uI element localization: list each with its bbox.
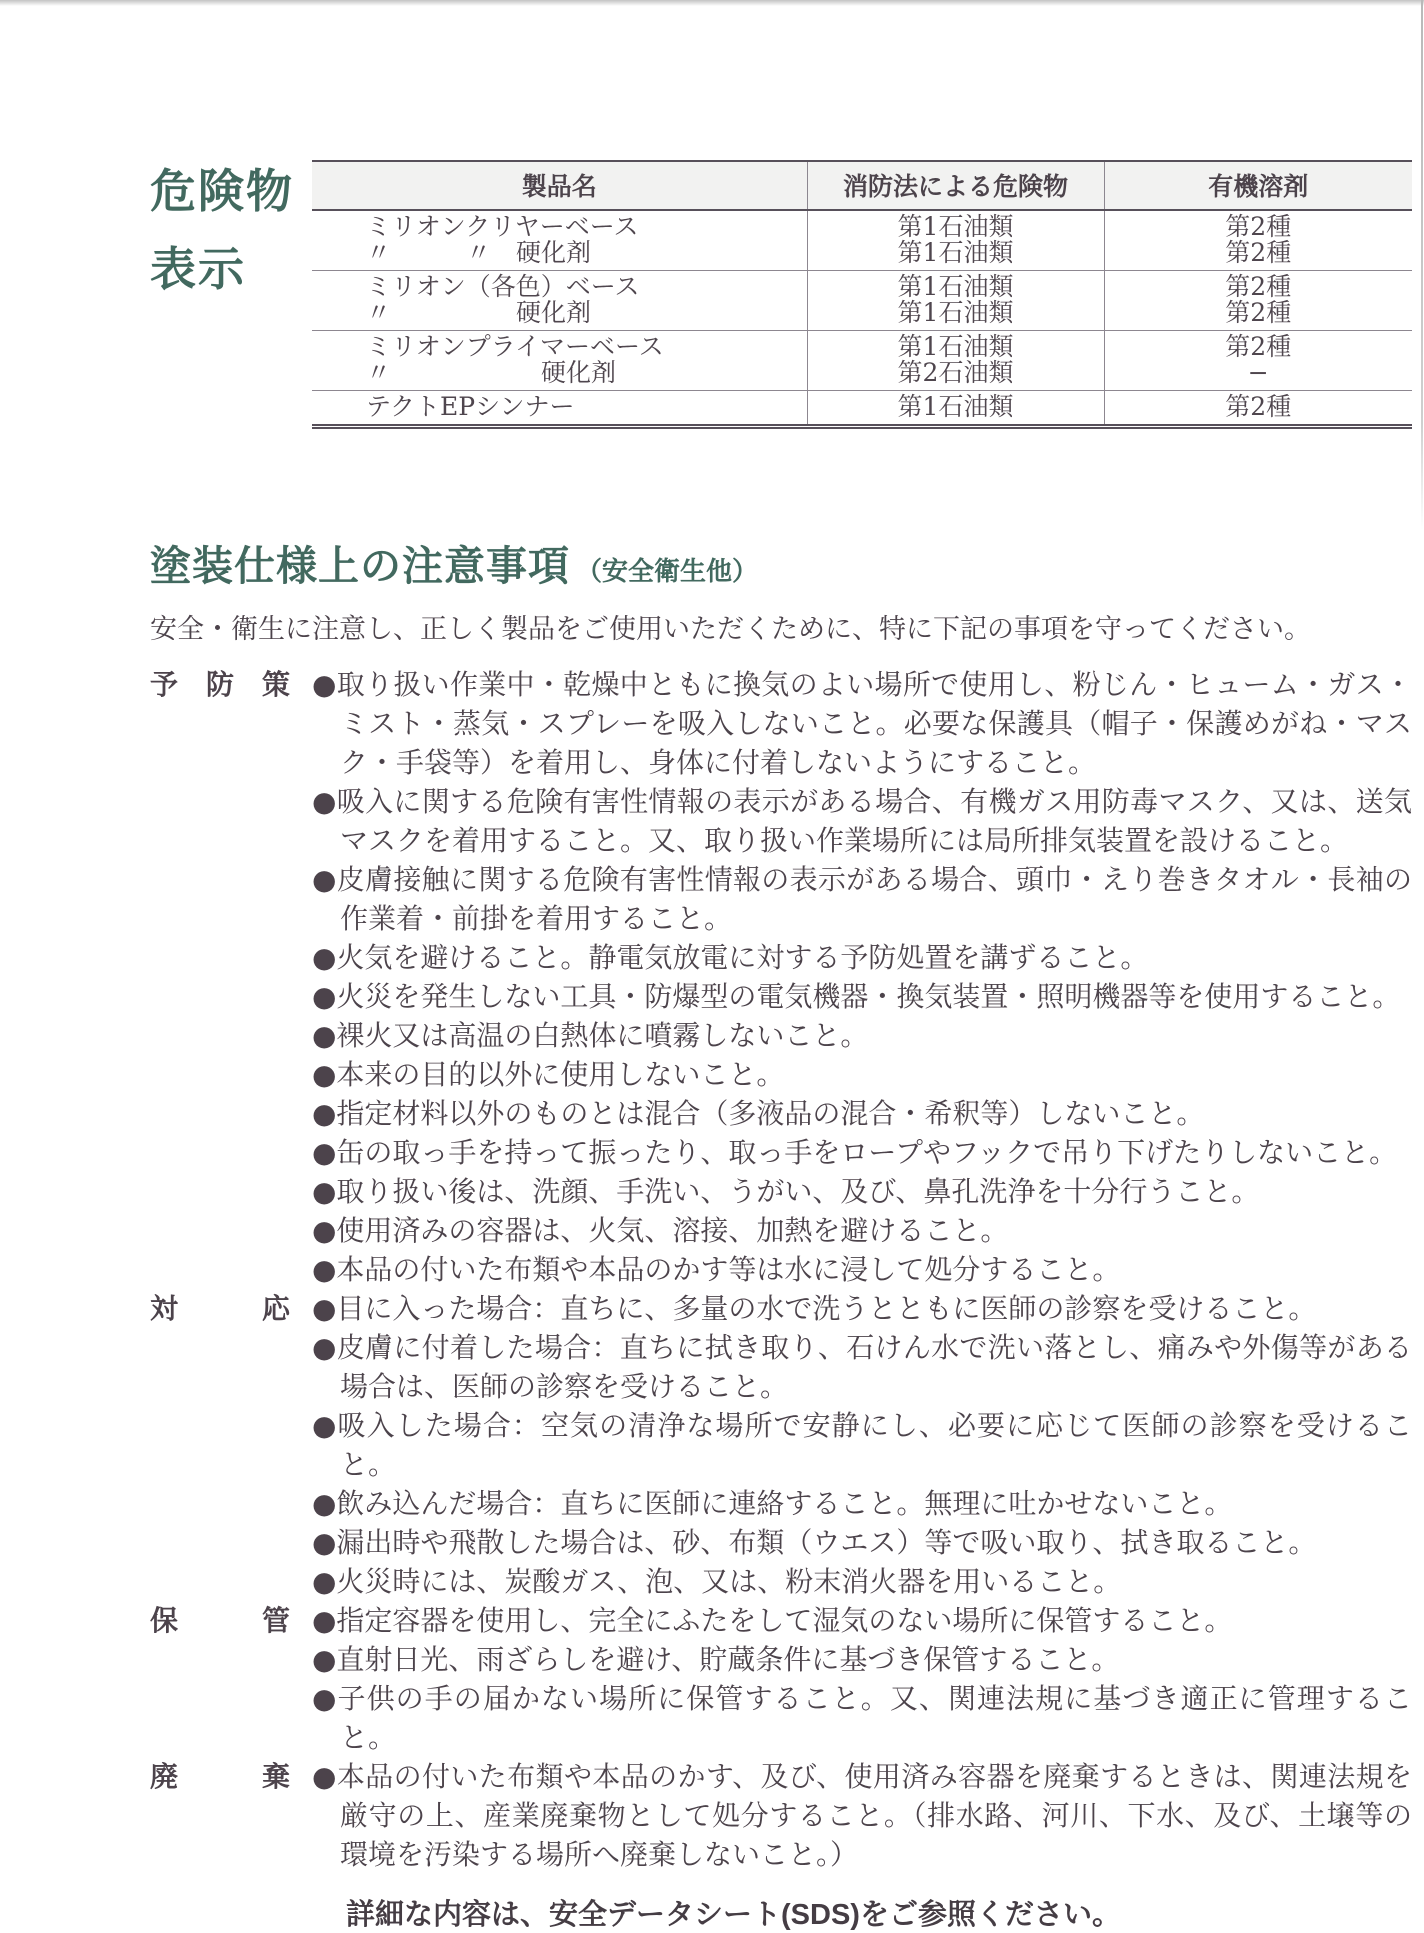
product-name-cell-line: 〃 〃 硬化剤 bbox=[366, 238, 592, 267]
table-row bbox=[312, 331, 1412, 391]
precaution-item: ●使用済みの容器は、火気、溶接、加熱を避けること。 bbox=[312, 1214, 1009, 1248]
precaution-group-label bbox=[150, 1757, 290, 1796]
hazard-table bbox=[312, 160, 1412, 429]
fire-law-cell-line: 第1石油類 bbox=[897, 272, 1014, 301]
precaution-group-label bbox=[150, 1289, 290, 1328]
organic-solvent-cell bbox=[1104, 331, 1412, 391]
hazard-labeling-section bbox=[150, 160, 1414, 429]
fire-law-cell bbox=[807, 391, 1104, 427]
precaution-item: ●本品の付いた布類や本品のかす、及び、使用済み容器を廃棄するときは、関連法規を厳守の上、産業廃棄物として処分すること。（排水路、河川、下水、及び、土壌等の環境を汚染する場所へ廃棄しないこと。） bbox=[312, 1760, 1412, 1872]
precaution-item: ●火災時には、炭酸ガス、泡、又は、粉末消火器を用いること。 bbox=[312, 1565, 1122, 1599]
precaution-group-label bbox=[150, 665, 290, 704]
precaution-item: ●子供の手の届かない場所に保管すること。又、関連法規に基づき適正に管理すること。 bbox=[312, 1682, 1412, 1755]
precaution-item: ●吸入した場合：空気の清浄な場所で安静にし、必要に応じて医師の診察を受けること。 bbox=[312, 1409, 1412, 1482]
label-char: 応 bbox=[261, 1293, 290, 1325]
hazard-section-title bbox=[150, 152, 312, 308]
sds-note: 詳細な内容は、安全データシート(SDS)をご参照ください。 bbox=[346, 1899, 1121, 1932]
organic-solvent-cell bbox=[1104, 271, 1412, 331]
organic-solvent-cell-line: 第2種 bbox=[1225, 298, 1292, 327]
product-name-cell-line: ミリオン（各色）ベース bbox=[366, 272, 640, 301]
label-char: 保 bbox=[150, 1605, 179, 1637]
table-row bbox=[312, 210, 1412, 271]
precaution-item: ●漏出時や飛散した場合は、砂、布類（ウエス）等で吸い取り、拭き取ること。 bbox=[312, 1526, 1317, 1560]
precaution-item: ●缶の取っ手を持って振ったり、取っ手をロープやフックで吊り下げたりしないこと。 bbox=[312, 1136, 1398, 1170]
precaution-item: ●指定材料以外のものとは混合（多液品の混合・希釈等）しないこと。 bbox=[312, 1097, 1205, 1131]
column-header: 有機溶剤 bbox=[1104, 161, 1412, 210]
precaution-group bbox=[150, 1289, 1414, 1601]
precautions-intro: 安全・衛生に注意し、正しく製品をご使用いただくために、特に下記の事項を守ってください。 bbox=[150, 614, 1311, 646]
precaution-item: ●皮膚接触に関する危険有害性情報の表示がある場合、頭巾・えり巻きタオル・長袖の作業着・前掛を着用すること。 bbox=[312, 863, 1412, 936]
page-top-scan-shadow bbox=[0, 0, 1424, 6]
precaution-item: ●目に入った場合：直ちに、多量の水で洗うとともに医師の診察を受けること。 bbox=[312, 1292, 1317, 1326]
organic-solvent-cell bbox=[1104, 391, 1412, 427]
hazard-table-body bbox=[312, 210, 1412, 427]
label-char: 廃 bbox=[150, 1761, 179, 1793]
organic-solvent-cell-line: 第2種 bbox=[1225, 392, 1292, 421]
product-name-cell-line: ミリオンプライマーベース bbox=[366, 332, 664, 361]
precaution-item: ●取り扱い作業中・乾燥中ともに換気のよい場所で使用し、粉じん・ヒューム・ガス・ミスト・蒸気・スプレーを吸入しないこと。必要な保護具（帽子・保護めがね・マスク・手袋等）を着用し、身体に付着しないようにすること。 bbox=[312, 668, 1412, 780]
label-char: 対 bbox=[150, 1293, 179, 1325]
precaution-item: ●直射日光、雨ざらしを避け、貯蔵条件に基づき保管すること。 bbox=[312, 1643, 1120, 1677]
fire-law-cell-line: 第1石油類 bbox=[897, 392, 1014, 421]
precautions-title-subtitle: （安全衛生他） bbox=[576, 556, 759, 586]
fire-law-cell bbox=[807, 331, 1104, 391]
precaution-group bbox=[150, 1601, 1414, 1757]
organic-solvent-cell-line: 第2種 bbox=[1225, 238, 1292, 267]
precaution-item: ●指定容器を使用し、完全にふたをして湿気のない場所に保管すること。 bbox=[312, 1604, 1233, 1638]
fire-law-cell-line: 第2石油類 bbox=[897, 358, 1014, 387]
precaution-item: ●飲み込んだ場合：直ちに医師に連絡すること。無理に吐かせないこと。 bbox=[312, 1487, 1233, 1521]
organic-solvent-cell-line: 第2種 bbox=[1225, 212, 1292, 241]
precaution-item: ●火気を避けること。静電気放電に対する予防処置を講ずること。 bbox=[312, 941, 1149, 975]
precaution-item: ●本来の目的以外に使用しないこと。 bbox=[312, 1058, 785, 1092]
product-name-cell bbox=[312, 391, 807, 427]
label-char: 策 bbox=[261, 669, 290, 701]
product-name-cell-line: テクトEPシンナー bbox=[366, 392, 575, 421]
precaution-groups bbox=[150, 665, 1414, 1874]
precaution-group-label bbox=[150, 1601, 290, 1640]
page-content bbox=[150, 160, 1414, 1933]
column-header: 消防法による危険物 bbox=[807, 161, 1104, 210]
product-name-cell-line: 〃 硬化剤 bbox=[366, 358, 617, 387]
label-char: 管 bbox=[261, 1605, 290, 1637]
product-name-cell bbox=[312, 271, 807, 331]
precaution-item: ●取り扱い後は、洗顔、手洗い、うがい、及び、鼻孔洗浄を十分行うこと。 bbox=[312, 1175, 1260, 1209]
precaution-group bbox=[150, 1757, 1414, 1874]
product-name-cell bbox=[312, 331, 807, 391]
precaution-item: ●裸火又は高温の白熱体に噴霧しないこと。 bbox=[312, 1019, 869, 1053]
fire-law-cell-line: 第1石油類 bbox=[897, 332, 1014, 361]
table-row bbox=[312, 271, 1412, 331]
product-name-cell bbox=[312, 210, 807, 271]
fire-law-cell-line: 第1石油類 bbox=[897, 212, 1014, 241]
precaution-items bbox=[312, 1601, 1412, 1757]
organic-solvent-cell-line: 第2種 bbox=[1225, 272, 1292, 301]
precaution-group bbox=[150, 665, 1414, 1289]
product-name-cell-line: ミリオンクリヤーベース bbox=[366, 212, 639, 241]
label-char: 棄 bbox=[261, 1761, 290, 1793]
precaution-item: ●本品の付いた布類や本品のかす等は水に浸して処分すること。 bbox=[312, 1253, 1121, 1287]
precaution-item: ●火災を発生しない工具・防爆型の電気機器・換気装置・照明機器等を使用すること。 bbox=[312, 980, 1401, 1014]
precaution-item: ●吸入に関する危険有害性情報の表示がある場合、有機ガス用防毒マスク、又は、送気マスクを着用すること。又、取り扱い作業場所には局所排気装置を設けること。 bbox=[312, 785, 1412, 858]
fire-law-cell-line: 第1石油類 bbox=[897, 238, 1014, 267]
organic-solvent-cell bbox=[1104, 210, 1412, 271]
product-name-cell-line: 〃 硬化剤 bbox=[366, 298, 592, 327]
organic-solvent-cell-line: 第2種 bbox=[1225, 332, 1292, 361]
precaution-items bbox=[312, 1289, 1412, 1601]
page-right-scan-edge bbox=[1421, 0, 1423, 530]
precaution-items bbox=[312, 1757, 1412, 1874]
organic-solvent-cell-line: − bbox=[1247, 358, 1269, 387]
label-char: 予 bbox=[150, 669, 179, 701]
precaution-items bbox=[312, 665, 1412, 1289]
table-row bbox=[312, 391, 1412, 427]
hazard-table-head-row bbox=[312, 161, 1412, 210]
fire-law-cell-line: 第1石油類 bbox=[897, 298, 1014, 327]
precaution-item: ●皮膚に付着した場合：直ちに拭き取り、石けん水で洗い落とし、痛みや外傷等がある場合は、医師の診察を受けること。 bbox=[312, 1331, 1412, 1404]
precautions-title-text: 塗装仕様上の注意事項 bbox=[150, 543, 570, 589]
fire-law-cell bbox=[807, 271, 1104, 331]
precautions-section-title bbox=[150, 541, 1414, 592]
column-header: 製品名 bbox=[312, 161, 807, 210]
hazard-title-line2: 表示 bbox=[150, 243, 246, 296]
label-char: 防 bbox=[205, 669, 234, 701]
hazard-title-line1: 危険物 bbox=[150, 165, 294, 217]
fire-law-cell bbox=[807, 210, 1104, 271]
